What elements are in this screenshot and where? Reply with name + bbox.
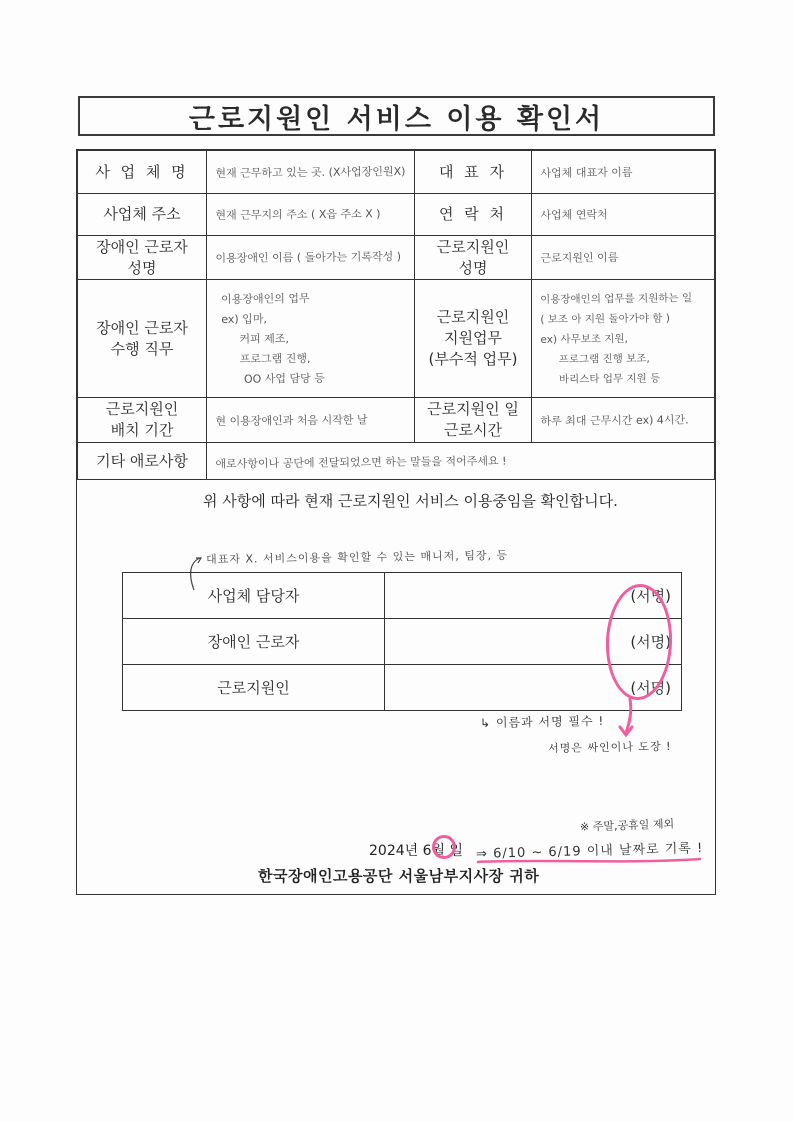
signature-row xyxy=(123,573,682,619)
label-assistant-duties-line1: 근로지원인 xyxy=(436,308,510,326)
signature-field[interactable]: (서명) xyxy=(385,573,682,619)
support-line: ( 보조 아 지원 돌아가야 함 ) xyxy=(539,312,670,326)
row-worker-name xyxy=(78,236,715,280)
label-placement-line1: 근로지원인 xyxy=(105,400,179,418)
signature-method-note: 서명은 싸인이나 도장 ! xyxy=(547,739,672,756)
signature-table xyxy=(122,572,682,711)
support-line: ex) 사무보조 지원, xyxy=(539,332,628,346)
row-other-issues xyxy=(78,443,715,480)
duty-line: OO 사업 담당 등 xyxy=(243,371,325,386)
signature-required-note: ↳ 이름과 서명 필수 ! xyxy=(479,713,605,731)
signature-row xyxy=(123,619,682,665)
manager-note: 대표자 X. 서비스이용을 확인할 수 있는 매니저, 팀장, 등 xyxy=(205,548,509,567)
label-work-hours xyxy=(415,398,532,443)
document-title: 근로지원인 서비스 이용 확인서 xyxy=(78,96,715,136)
confirmation-statement: 위 사항에 따라 현재 근로지원인 서비스 이용중임을 확인합니다. xyxy=(203,492,618,510)
label-company-name: 사 업 체 명 xyxy=(78,151,207,194)
label-assistant-name-line1: 근로지원인 xyxy=(436,237,510,256)
form-frame xyxy=(76,149,716,895)
value-worker-duties xyxy=(206,278,415,398)
label-representative: 대 표 자 xyxy=(415,151,532,194)
label-placement-period xyxy=(78,398,207,443)
signer-company-manager: 사업체 담당자 xyxy=(123,573,385,619)
pink-arrow-icon xyxy=(612,697,642,739)
label-assistant-name-line2: 성명 xyxy=(458,258,488,277)
info-table xyxy=(77,150,715,480)
value-placement-period: 현 이용장애인과 처음 시작한 날 xyxy=(206,396,414,443)
signature-field[interactable]: (서명) xyxy=(385,665,682,711)
label-contact: 연 락 처 xyxy=(415,194,532,236)
recipient-line: 한국장애인고용공단 서울남부지사장 귀하 xyxy=(258,867,540,885)
label-other-issues: 기타 애로사항 xyxy=(78,443,207,480)
support-line: 바리스타 업무 지원 등 xyxy=(558,372,660,386)
label-worker-duties-line1: 장애인 근로자 xyxy=(96,318,188,337)
date-line: 2024년 6월 일 xyxy=(369,843,464,859)
label-assistant-name xyxy=(415,236,532,280)
signature-row xyxy=(123,665,682,711)
duty-line: ex) 입마, xyxy=(220,311,267,326)
row-company-address xyxy=(78,194,715,236)
label-assistant-duties-line3: (부수적 업무) xyxy=(428,350,518,368)
label-assistant-duties-line2: 지원업무 xyxy=(444,329,502,347)
label-assistant-duties xyxy=(415,280,532,398)
value-worker-name: 이용장애인 이름 ( 돌아가는 기록작성 ) xyxy=(206,234,414,280)
label-work-hours-line2: 근로시간 xyxy=(444,421,502,439)
label-work-hours-line1: 근로지원인 일 xyxy=(427,400,519,418)
weekend-caution-note: ※ 주말,공휴일 제외 xyxy=(579,817,675,834)
support-line: 프로그램 진행 보조, xyxy=(558,352,650,366)
value-representative: 사업체 대표자 이름 xyxy=(531,150,714,195)
value-company-address: 현재 근무지의 주소 ( X읍 주소 X ) xyxy=(206,192,414,236)
support-line: 이용장애인의 업무를 지원하는 일 xyxy=(539,291,692,306)
value-assistant-name: 근로지원인 이름 xyxy=(531,235,714,281)
label-worker-name-line2: 성명 xyxy=(127,258,157,277)
row-company-name xyxy=(78,151,715,194)
signer-work-assistant: 근로지원인 xyxy=(123,665,385,711)
duty-line: 이용장애인의 업무 xyxy=(220,291,310,306)
value-contact: 사업체 연락처 xyxy=(531,193,714,237)
row-duties xyxy=(78,280,715,398)
value-other-issues: 애로사항이나 공단에 전달되었으면 하는 말들을 적어주세요 ! xyxy=(206,440,714,482)
value-assistant-duties xyxy=(531,279,715,399)
date-instruction-note: ⇒ 6/10 ~ 6/19 이내 날짜로 기록 ! xyxy=(475,841,704,862)
label-placement-line2: 배치 기간 xyxy=(110,421,174,439)
label-company-address: 사업체 주소 xyxy=(78,194,207,236)
label-worker-duties xyxy=(78,280,207,398)
label-worker-name-line1: 장애인 근로자 xyxy=(96,237,188,256)
duty-line: 커피 제조, xyxy=(238,331,289,346)
label-worker-duties-line2: 수행 직무 xyxy=(110,339,174,358)
pink-day-circle xyxy=(432,835,456,859)
label-worker-name xyxy=(78,236,207,280)
value-work-hours: 하루 최대 근무시간 ex) 4시간. xyxy=(531,397,714,444)
duty-line: 프로그램 진행, xyxy=(239,351,311,366)
value-company-name: 현재 근무하고 있는 곳. (X사업장인원X) xyxy=(206,149,414,194)
signature-field[interactable]: (서명) xyxy=(385,619,682,665)
signer-disabled-worker: 장애인 근로자 xyxy=(123,619,385,665)
row-placement xyxy=(78,398,715,443)
